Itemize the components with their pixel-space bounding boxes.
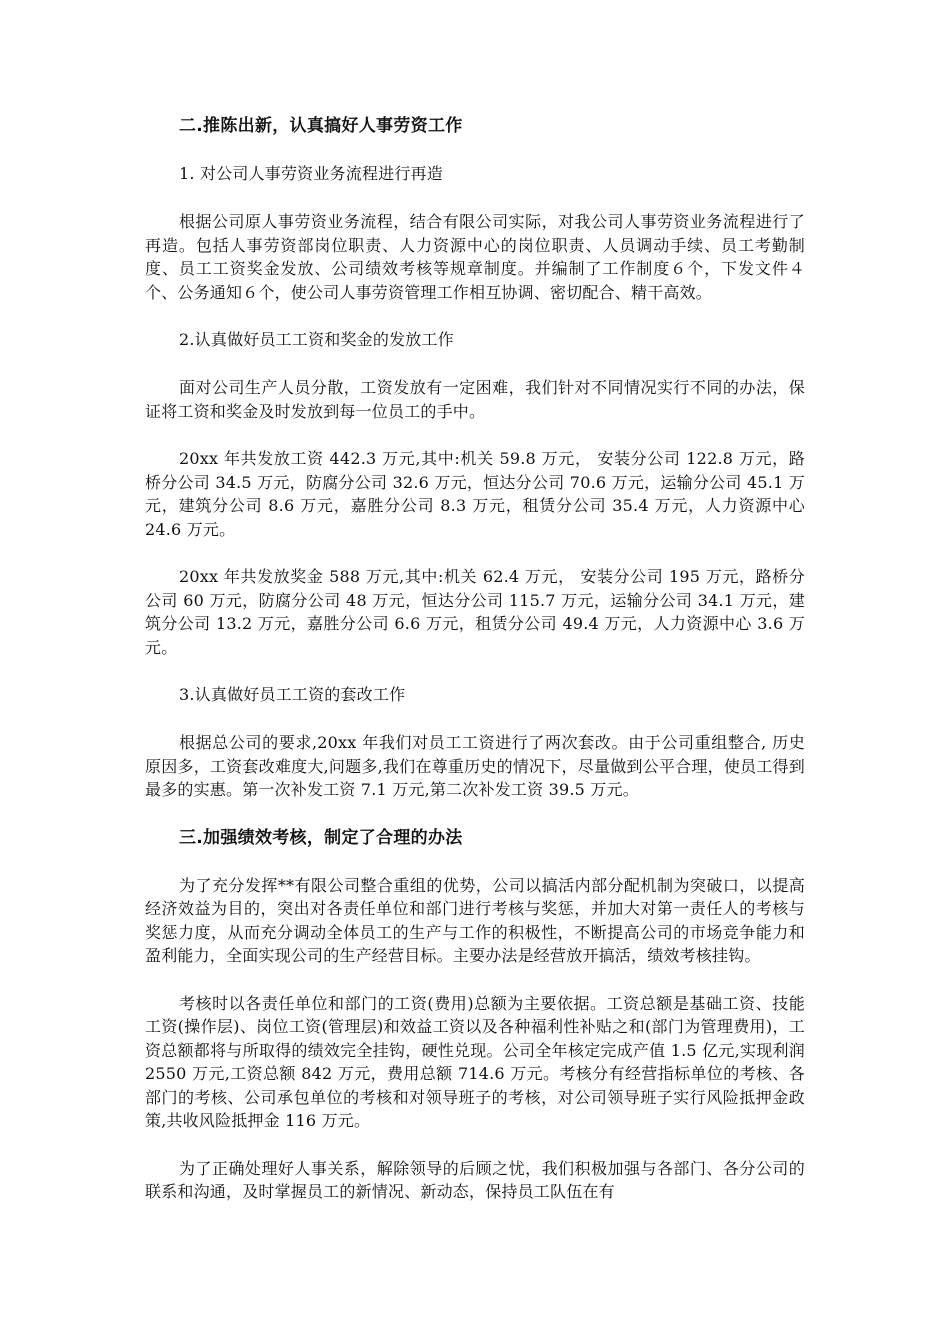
item-1-title: 1. 对公司人事劳资业务流程进行再造 <box>179 164 443 183</box>
item-3-body: 根据总公司的要求,20xx 年我们对员工工资进行了两次套改。由于公司重组整合, 历史原因多，工资套改难度大,问题多,我们在尊重历史的情况下，尽量做到公平合理，使员工得到最多的实惠。第一次补发工资 7.1 万元,第二次补发工资 39.5 万元。 <box>145 733 805 799</box>
item-2-title: 2.认真做好员工工资和奖金的发放工作 <box>179 330 454 349</box>
item-3-title: 3.认真做好员工工资的套改工作 <box>179 685 406 704</box>
section-3-paragraph-2: 考核时以各责任单位和部门的工资(费用)总额为主要依据。工资总额是基础工资、技能工资(操作层)、岗位工资(管理层)和效益工资以及各种福利性补贴之和(部门为管理费用)，工资总额都将与所取得的绩效完全挂钩，硬性兑现。公司全年核定完成产值 1.5 亿元,实现利润 2550 万元,工资总额 842 万元，费用总额 714.6 万元。考核分有经营指标单位的考核、各部门的考核、公司承包单位的考核和对领导班子的考核，对公司领导班子实行风险抵押金政策,共收风险抵押金 116 万元。 <box>145 993 805 1130</box>
section-3-paragraph-1: 为了充分发挥**有限公司整合重组的优势，公司以搞活内部分配机制为突破口，以提高经济效益为目的，突出对各责任单位和部门进行考核与奖惩，并加大对第一责任人的考核与奖惩力度，从而充分调动全体员工的生产与工作的积极性，不断提高公司的市场竞争能力和盈利能力，全面实现公司的生产经营目标。主要办法是经营放开搞活，绩效考核挂钩。 <box>145 875 805 965</box>
document-body <box>145 114 805 1228</box>
section-3-heading: 三.加强绩效考核，制定了合理的办法 <box>179 827 463 848</box>
item-1-body: 根据公司原人事劳资业务流程，结合有限公司实际，对我公司人事劳资业务流程进行了再造。包括人事劳资部岗位职责、人力资源中心的岗位职责、人员调动手续、员工考勤制度、员工工资奖金发放、公司绩效考核等规章制度。并编制了工作制度６个，下发文件４个、公务通知６个，使公司人事劳资管理工作相互协调、密切配合、精干高效。 <box>145 212 805 302</box>
salary-paragraph: 20xx 年共发放工资 442.3 万元,其中:机关 59.8 万元， 安装分公司 122.8 万元，路桥分公司 34.5 万元，防腐分公司 32.6 万元，恒达分公司 70.6 万元，运输分公司 45.1 万元，建筑分公司 8.6 万元，嘉胜分公司 8.3 万元，租赁分公司 35.4 万元，人力资源中心 24.6 万元。 <box>145 449 805 539</box>
item-2-body: 面对公司生产人员分散，工资发放有一定困难，我们针对不同情况实行不同的办法，保证将工资和奖金及时发放到每一位员工的手中。 <box>145 378 805 421</box>
section-2-heading: 二.推陈出新，认真搞好人事劳资工作 <box>179 116 463 136</box>
section-3-paragraph-3: 为了正确处理好人事关系，解除领导的后顾之忧，我们积极加强与各部门、各分公司的联系和沟通，及时掌握员工的新情况、新动态，保持员工队伍在有 <box>145 1158 805 1201</box>
bonus-paragraph: 20xx 年共发放奖金 588 万元,其中:机关 62.4 万元， 安装分公司 195 万元，路桥分公司 60 万元，防腐分公司 48 万元，恒达分公司 115.7 万元，运输分公司 34.1 万元，建筑分公司 13.2 万元，嘉胜分公司 6.6 万元，租赁分公司 49.4 万元，人力资源中心 3.6 万元。 <box>145 567 805 657</box>
